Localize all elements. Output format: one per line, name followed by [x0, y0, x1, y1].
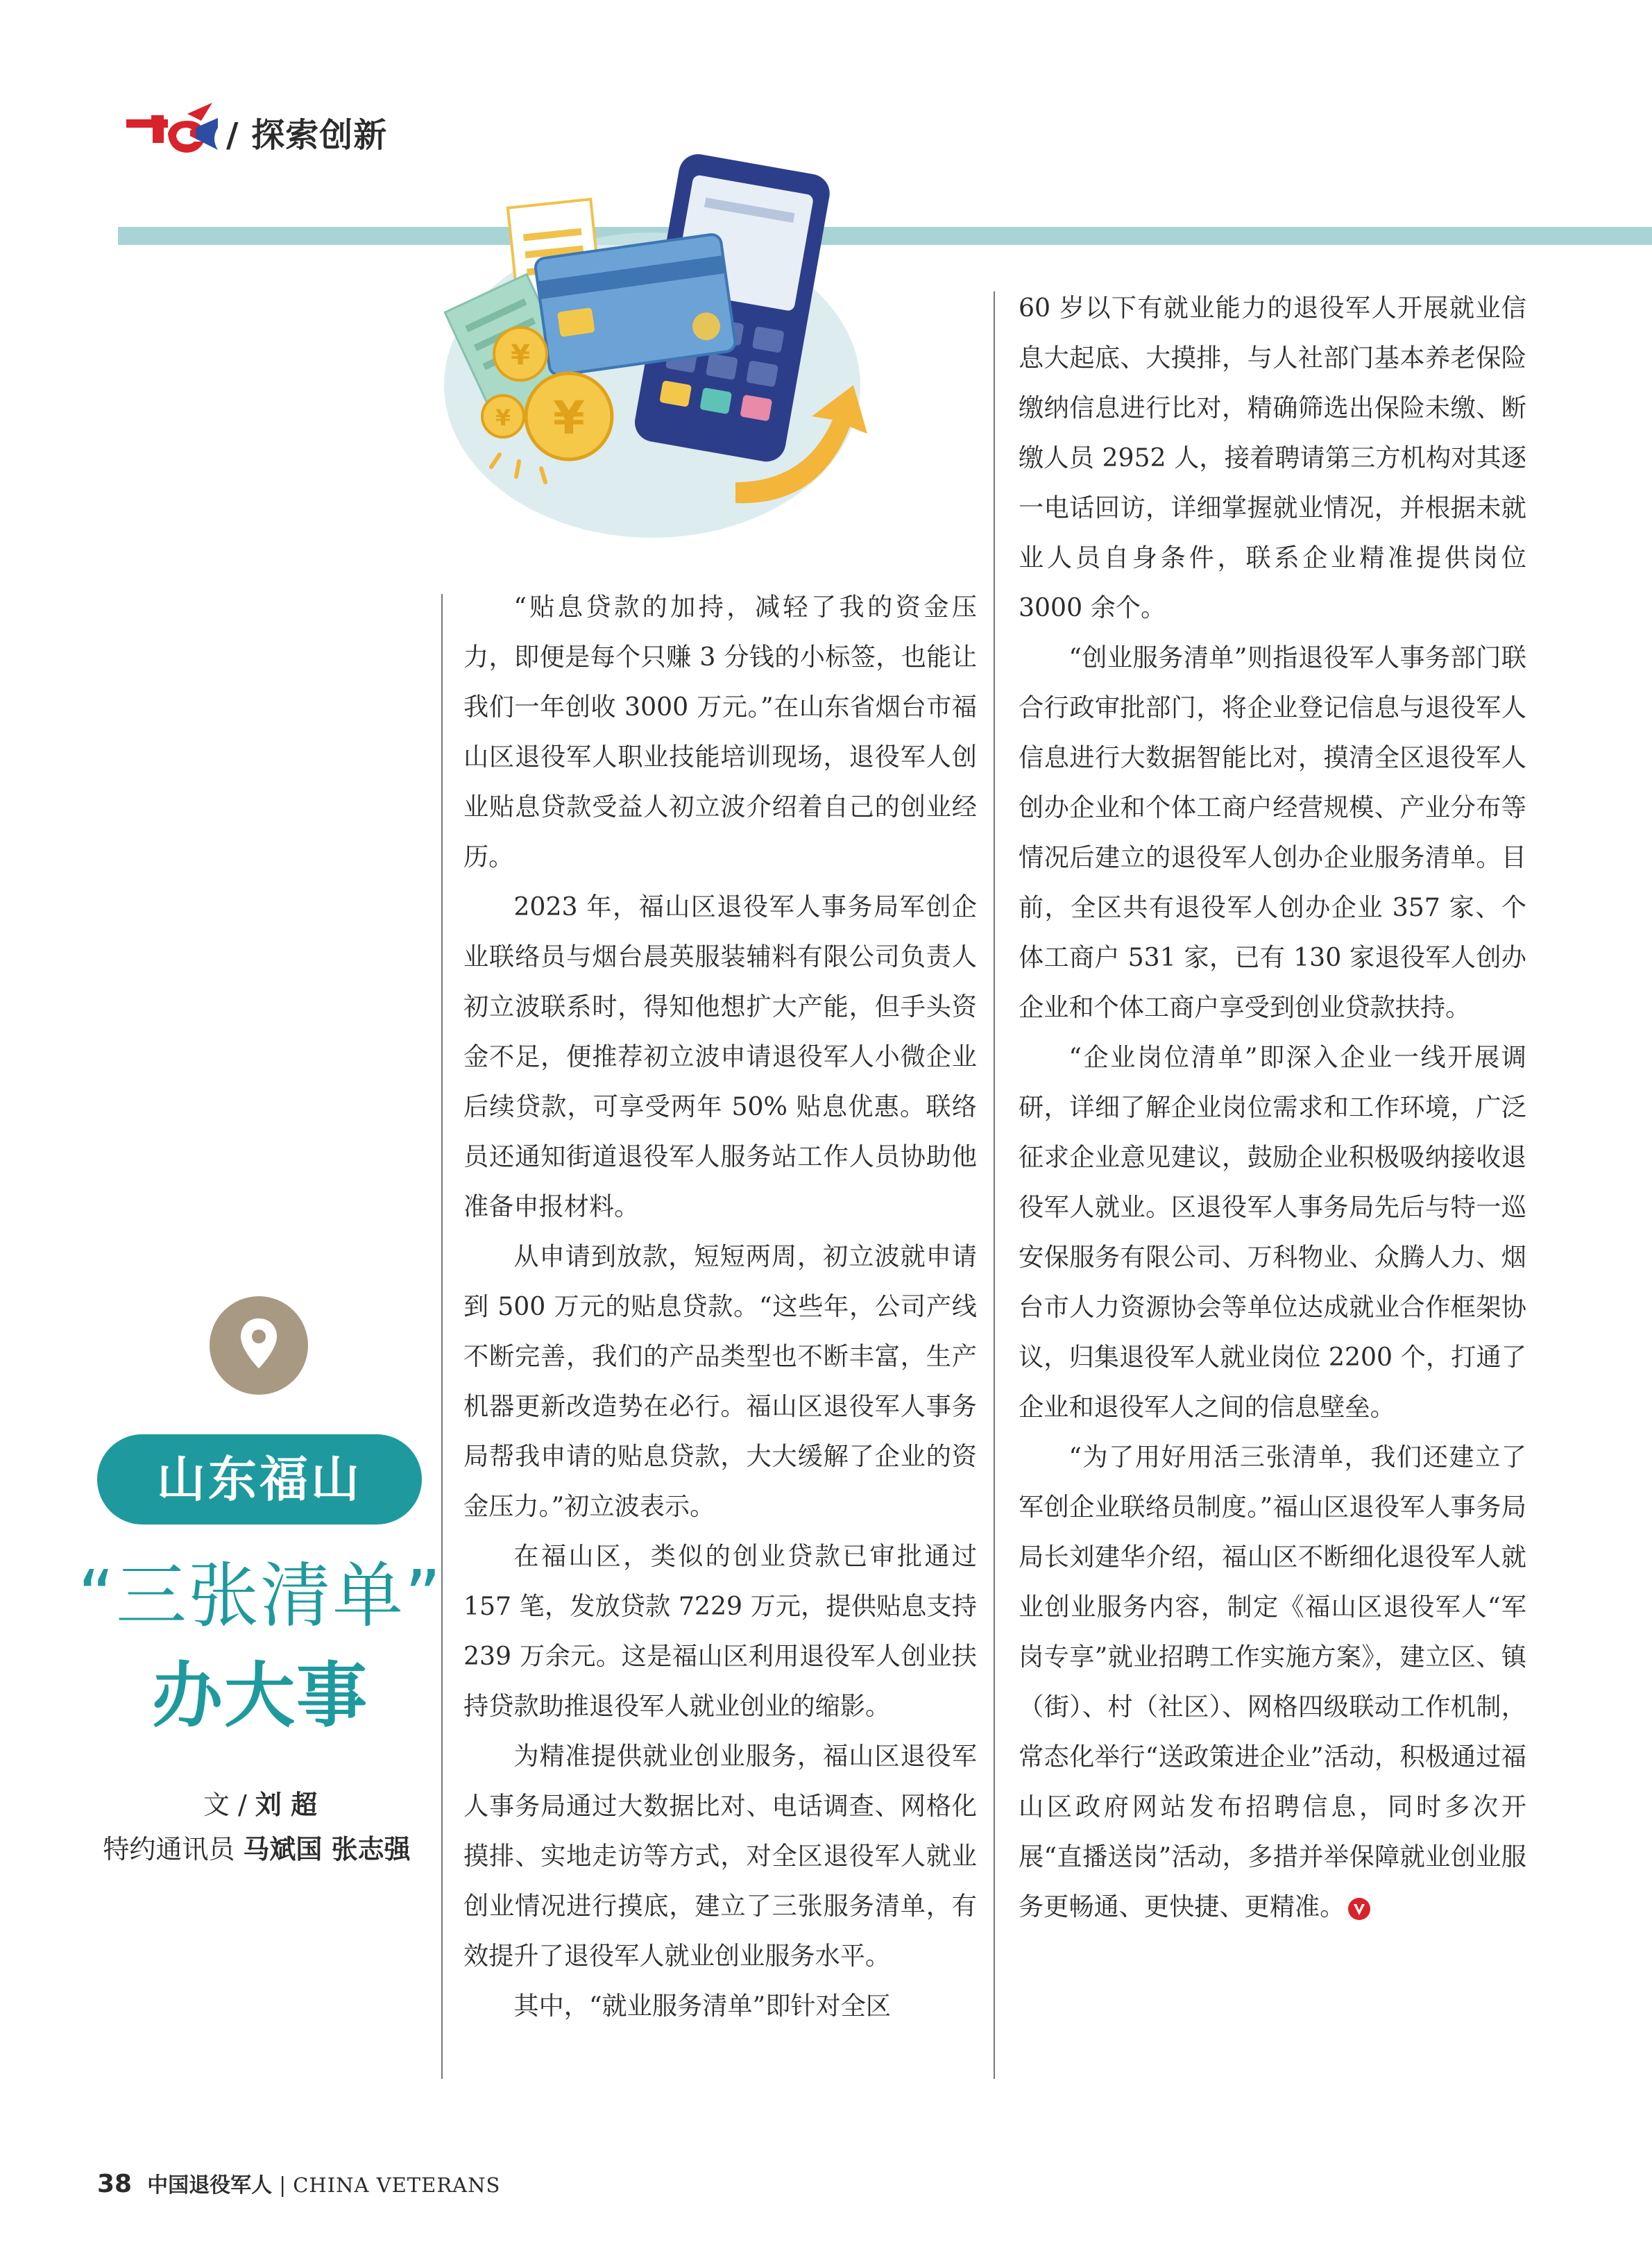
svg-text:¥: ¥	[511, 339, 530, 371]
paragraph: 其中，“就业服务清单”即针对全区	[513, 1991, 892, 2021]
magazine-logo-icon	[124, 100, 221, 158]
byline-author	[76, 1783, 444, 1821]
finance-illustration	[444, 121, 888, 538]
byline-contrib-names: 马斌国 张志强	[243, 1834, 411, 1865]
column-rule-middle	[994, 291, 995, 2079]
paragraph: 从申请到放款，短短两周，初立波就申请到 500 万元的贴息贷款。“这些年，公司产线不断完善，我们的产品类型也不断丰富，生产机器更新改造势在必行。福山区退役军人事务局帮我申请的贴息贷款，大大缓解了企业的资金压力。”初立波表示。	[463, 1241, 977, 1521]
paragraph: “企业岗位清单”即深入企业一线开展调研，详细了解企业岗位需求和工作环境，广泛征求企业意见建议，鼓励企业积极吸纳接收退役军人就业。区退役军人事务局先后与特一巡安保服务有限公司、万科物业、众腾人力、烟台市人力资源协会等单位达成就业合作框架协议，归集退役军人就业岗位 2200 个，打通了企业和退役军人之间的信息壁垒。	[1019, 1042, 1526, 1422]
paragraph: 为精准提供就业创业服务，福山区退役军人事务局通过大数据比对、电话调查、网格化摸排、实地走访等方式，对全区退役军人就业创业情况进行摸底，建立了三张服务清单，有效提升了退役军人就业创业服务水平。	[463, 1741, 977, 1971]
location-pin-icon	[210, 1296, 308, 1395]
svg-text:¥: ¥	[495, 405, 511, 431]
region-badge: 山东福山	[97, 1434, 422, 1525]
paragraph: 在福山区，类似的创业贷款已审批通过 157 笔，发放贷款 7229 万元，提供贴息支持 239 万余元。这是福山区利用退役军人创业扶持贷款助推退役军人就业创业的缩影。	[463, 1541, 977, 1721]
paragraph: 60 岁以下有就业能力的退役军人开展就业信息大起底、大摸排，与人社部门基本养老保险缴纳信息进行比对，精确筛选出保险未缴、断缴人员 2952 人，接着聘请第三方机构对其逐一电话回访，详细掌握就业情况，并根据未就业人员自身条件，联系企业精准提供岗位 3000 余个。	[1019, 293, 1526, 622]
paragraph: “贴息贷款的加持，减轻了我的资金压力，即便是每个只赚 3 分钱的小标签，也能让我们一年创收 3000 万元。”在山东省烟台市福山区退役军人职业技能培训现场，退役军人创业贴息贷款受益人初立波介绍着自己的创业经历。	[463, 592, 977, 872]
article-column-left	[463, 582, 977, 2031]
section-label: / 探索创新	[226, 116, 388, 155]
article-column-right	[1019, 283, 1526, 1932]
footer-separator: |	[279, 2173, 287, 2198]
byline-author-prefix: 文 /	[203, 1790, 255, 1820]
paragraph: 2023 年，福山区退役军人事务局军创企业联络员与烟台晨英服装辅料有限公司负责人初立波联系时，得知他想扩大产能，但手头资金不足，便推荐初立波申请退役军人小微企业后续贷款，可享受两年 50% 贴息优惠。联络员还通知街道退役军人服务站工作人员协助他准备申报材料。	[463, 892, 977, 1221]
svg-text:¥: ¥	[553, 391, 585, 445]
byline-author-name: 刘 超	[255, 1790, 318, 1820]
byline-contrib-prefix: 特约通讯员	[103, 1834, 244, 1865]
paragraph-last	[1019, 1432, 1526, 1932]
paragraph-text: “为了用好用活三张清单，我们还建立了军创企业联络员制度。”福山区退役军人事务局局长刘建华介绍，福山区不断细化退役军人就业创业服务内容，制定《福山区退役军人“军岗专享”就业招聘工作实施方案》，建立区、镇（街）、村（社区）、网格四级联动工作机制，常态化举行“送政策进企业”活动，积极通过福山区政府网站发布招聘信息，同时多次开展“直播送岗”活动，多措并举保障就业创业服务更畅通、更快捷、更精准。	[1019, 1442, 1526, 1921]
magazine-name-cn: 中国退役军人	[147, 2173, 273, 2198]
page-footer	[97, 2168, 500, 2198]
headline-subtitle: 办大事	[152, 1655, 368, 1738]
page-number: 38	[97, 2170, 133, 2198]
headline-title: “三张清单”	[78, 1555, 443, 1638]
end-mark-icon	[1347, 1897, 1371, 1921]
magazine-name-en: CHINA VETERANS	[293, 2173, 501, 2197]
byline-contributors	[69, 1828, 444, 1866]
paragraph: “创业服务清单”则指退役军人事务部门联合行政审批部门，将企业登记信息与退役军人信息进行大数据智能比对，摸清全区退役军人创办企业和个体工商户经营规模、产业分布等情况后建立的退役军人创办企业服务清单。目前，全区共有退役军人创办企业 357 家、个体工商户 531 家，已有 130 家退役军人创办企业和个体工商户享受到创业贷款扶持。	[1019, 643, 1526, 1022]
